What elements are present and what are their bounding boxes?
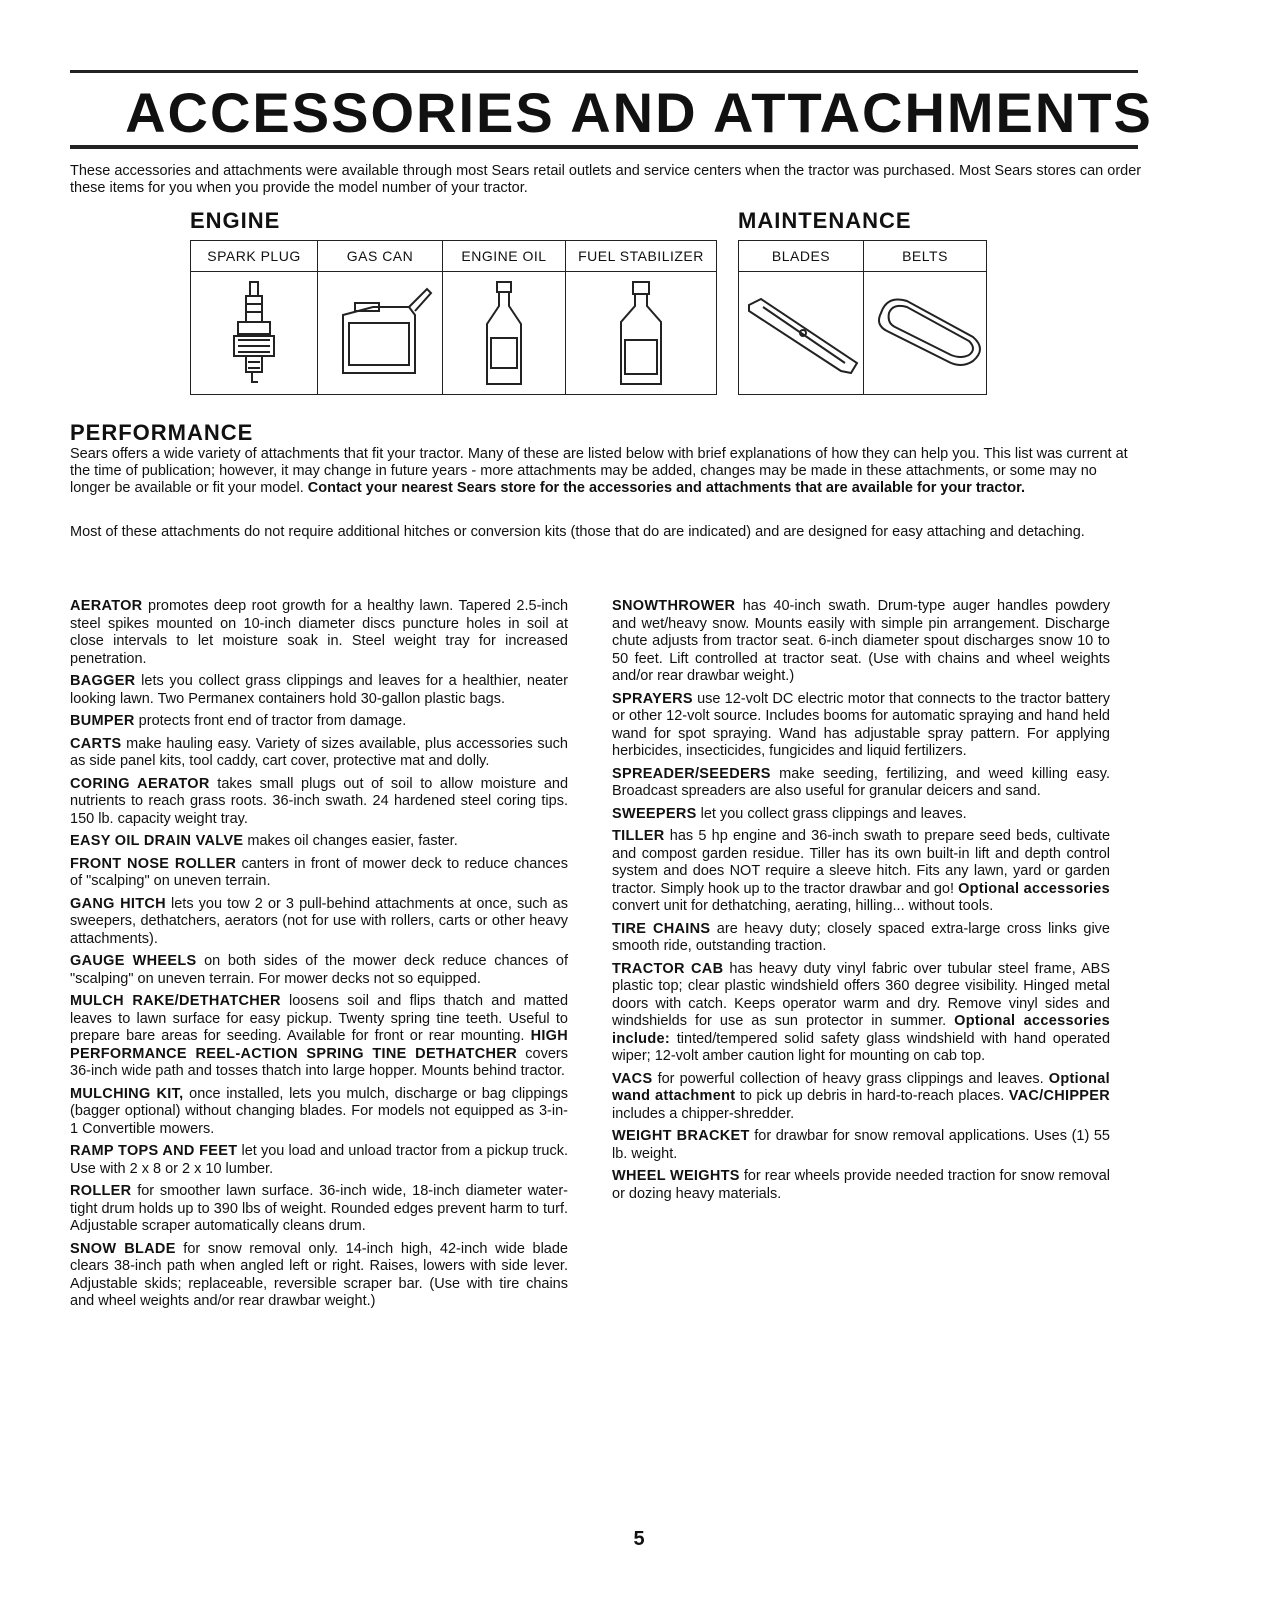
performance-text: Sears offers a wide variety of attachments that fit your tractor. Many of these are listed below with brief explanations of how they can help you. This list was current at the time of publication; however, it may change in future years - more attachments may be added, changes may be made in these attachments, or some may no longer be available or fit your model.	[70, 446, 1128, 496]
performance-contact-note: Contact your nearest Sears store for the accessories and attachments that are available for your tractor.	[307, 480, 1025, 496]
top-rule	[70, 70, 1138, 73]
fuel-stabilizer-label: FUEL STABILIZER	[566, 241, 717, 272]
spark-plug-label: SPARK PLUG	[191, 241, 318, 272]
list-item: BAGGER lets you collect grass clippings and leaves for a healthier, neater looking lawn. Two Permanex containers hold 30-gallon plastic bags.	[70, 673, 569, 707]
maintenance-heading: MAINTENANCE	[738, 208, 912, 233]
left-column	[70, 598, 568, 1316]
right-column	[612, 598, 1110, 1208]
engine-oil-icon	[474, 278, 534, 388]
belts-label: BELTS	[864, 241, 987, 272]
title-underline	[70, 145, 1138, 149]
blade-icon	[741, 283, 861, 383]
fuel-stabilizer-icon	[611, 278, 671, 388]
page-number: 5	[633, 1528, 645, 1550]
list-item: TIRE CHAINS are heavy duty; closely spaced extra-large cross links give smooth ride, outstanding traction.	[612, 920, 1110, 954]
gas-can-cell	[318, 272, 443, 395]
engine-oil-cell	[443, 272, 566, 395]
spark-plug-cell	[191, 272, 318, 395]
list-item: RAMP TOPS AND FEET let you load and unload tractor from a pickup truck. Use with 2 x 8 or 2 x 10 lumber.	[70, 1143, 568, 1177]
list-item: SNOW BLADE for snow removal only. 14-inch high, 42-inch wide blade clears 38-inch path when angled left or right. Raises, lowers with side lever. Adjustable skids; replaceable, reversible scraper bar. (Use with tire chains and wheel weights and/or rear drawbar weight.)	[70, 1240, 568, 1309]
maintenance-accessories-table	[738, 240, 987, 395]
list-item: CARTS make hauling easy. Variety of sizes available, plus accessories such as side panel kits, tool caddy, cart cover, protective mat and dolly.	[70, 735, 568, 769]
list-item: ROLLER for smoother lawn surface. 36-inch wide, 18-inch diameter water-tight drum holds up to 390 lbs of weight. Rounded edges prevent harm to turf. Adjustable scraper automatically cleans drum.	[70, 1183, 568, 1234]
list-item: VACS for powerful collection of heavy grass clippings and leaves. Optional wand attachment to pick up debris in hard-to-reach places. VAC/CHIPPER includes a chipper-shredder.	[612, 1070, 1111, 1122]
list-item: SWEEPERS let you collect grass clippings and leaves.	[612, 805, 967, 822]
spark-plug-icon	[224, 278, 284, 388]
list-item: MULCHING KIT, once installed, lets you mulch, discharge or bag clippings (bagger optional) without changing blades. For models not equipped as 3-in-1 Convertible mowers.	[70, 1085, 569, 1137]
belts-cell	[864, 272, 987, 395]
list-item: SPRAYERS use 12-volt DC electric motor that connects to the tractor battery or other 12-volt source. Includes booms for automatic spraying and hand held wand for spot spraying. Wand has adjustable spray pattern. For applying herbicides, insecticides, fungicides and liquid fertilizers.	[612, 690, 1111, 759]
performance-paragraph	[70, 446, 1140, 497]
engine-oil-label: ENGINE OIL	[443, 241, 566, 272]
engine-heading: ENGINE	[190, 208, 281, 233]
list-item: SNOWTHROWER has 40-inch swath. Drum-type auger handles powdery and wet/heavy snow. Mounts easily with simple pin arrangement. Discharge chute adjusts from tractor seat. 6-inch diameter spout discharges snow 10 to 50 feet. Lift controlled at tractor seat. (Use with chains and wheel weights and/or rear drawbar weight.)	[612, 598, 1110, 684]
list-item: FRONT NOSE ROLLER canters in front of mower deck to reduce chances of "scalping" on uneven terrain.	[70, 855, 568, 889]
performance-heading: PERFORMANCE	[70, 420, 254, 445]
list-item: AERATOR promotes deep root growth for a healthy lawn. Tapered 2.5-inch steel spikes mounted on 10-inch diameter discs puncture holes in soil at close intervals to let moisture soak in. Steel weight tray for increased penetration.	[70, 598, 569, 667]
list-item: EASY OIL DRAIN VALVE makes oil changes easier, faster.	[70, 833, 458, 849]
list-item: WHEEL WEIGHTS for rear wheels provide needed traction for snow removal or dozing heavy materials.	[612, 1168, 1111, 1202]
list-item: WEIGHT BRACKET for drawbar for snow removal applications. Uses (1) 55 lb. weight.	[612, 1128, 1110, 1162]
list-item: GANG HITCH lets you tow 2 or 3 pull-behind attachments at once, such as sweepers, dethatchers, aerators (not for use with rollers, carts or other heavy attachments).	[70, 895, 568, 947]
belt-icon	[865, 283, 985, 383]
list-item: GAUGE WHEELS on both sides of the mower deck reduce chances of "scalping" on uneven terrain. For mower decks not so equipped.	[70, 953, 568, 987]
list-item: SPREADER/SEEDERS make seeding, fertilizing, and weed killing easy. Broadcast spreaders are also useful for granular deicers and sand.	[612, 765, 1110, 799]
list-item: BUMPER protects front end of tractor from damage.	[70, 713, 407, 729]
list-item: CORING AERATOR takes small plugs out of soil to allow moisture and nutrients to reach grass roots. 36-inch swath. 24 hardened steel coring tips. 150 lb. capacity weight tray.	[70, 775, 569, 827]
fuel-stabilizer-cell	[566, 272, 717, 395]
page-title: ACCESSORIES AND ATTACHMENTS	[125, 81, 1153, 144]
list-item: TILLER has 5 hp engine and 36-inch swath to prepare seed beds, cultivate and compost garden residue. Tiller has its own built-in lift and depth control system and does NOT require a sleeve hitch. Fits any lawn, yard or garden tractor. Simply hook up to the tractor drawbar and go! Optional accessories convert unit for dethatching, aerating, hilling... without tools.	[612, 828, 1111, 914]
gas-can-icon	[325, 283, 435, 383]
performance-note: Most of these attachments do not require additional hitches or conversion kits (those that do are indicated) and are designed for easy attaching and detaching.	[70, 524, 1085, 540]
blades-label: BLADES	[739, 241, 864, 272]
engine-accessories-table	[190, 240, 717, 395]
gas-can-label: GAS CAN	[318, 241, 443, 272]
list-item: TRACTOR CAB has heavy duty vinyl fabric over tubular steel frame, ABS plastic top; clear plastic windshield offers 360 degree visibility. Hinged metal doors with catch. Keeps operator warm and dry. Remove vinyl sides and windshields for use as sun protector in summer. Optional accessories include: tinted/tempered solid safety glass windshield with hand operated wiper; 12-volt amber caution light for mounting on cab top.	[612, 960, 1111, 1064]
blades-cell	[739, 272, 864, 395]
list-item: MULCH RAKE/DETHATCHER loosens soil and flips thatch and matted leaves to lawn surface for easy pickup. Twenty spring tine teeth. Useful to prepare bare areas for seeding. Available for front or rear mounting. HIGH PERFORMANCE REEL-ACTION SPRING TINE DETHATCHER covers 36-inch wide path and tosses thatch into large hopper. Mounts behind tractor.	[70, 993, 569, 1079]
intro-text: These accessories and attachments were available through most Sears retail outlets and service centers when the tractor was purchased. Most Sears stores can order these items for you when you provide the model number of your tractor.	[70, 163, 1142, 196]
